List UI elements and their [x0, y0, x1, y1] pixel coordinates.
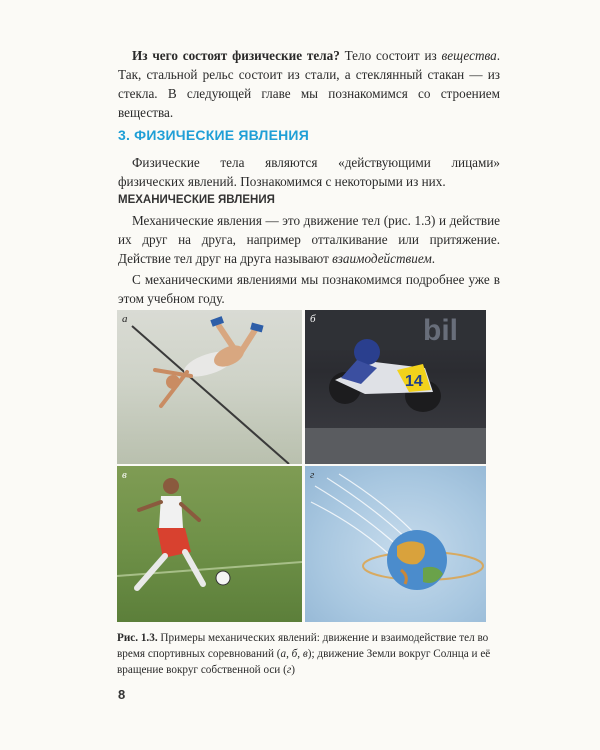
page-number: 8 — [118, 687, 126, 702]
year-paragraph — [118, 270, 500, 308]
mechanical-term-interaction: взаимодействием — [332, 251, 432, 266]
high-jump-illustration — [117, 310, 302, 464]
subsection-heading: МЕХАНИЧЕСКИЕ ЯВЛЕНИЯ — [118, 194, 275, 206]
motorcycle-illustration — [305, 310, 486, 464]
bodies-paragraph — [118, 153, 500, 191]
photo-motorcycle — [305, 310, 486, 464]
intro-term-substance: вещества — [441, 48, 497, 63]
photo-label-c: в — [122, 469, 127, 481]
photo-label-d: г — [310, 469, 315, 481]
earth-illustration — [305, 466, 486, 622]
photo-label-a: а — [122, 313, 128, 325]
photo-high-jump — [117, 310, 302, 464]
photo-label-b: б — [310, 313, 316, 325]
photo-earth — [305, 466, 486, 622]
svg-text:bil: bil — [423, 314, 458, 347]
caption-text-2: ); движение Земли вокруг Солнца и её вращение вокруг собственной оси ( — [117, 648, 491, 676]
intro-text-1: Тело состоит из — [339, 48, 442, 63]
year-text: С механическими явлениями мы познакомимся подробнее уже в этом учебном году. — [118, 272, 500, 306]
mechanical-paragraph — [118, 211, 500, 268]
caption-letters-abv: а, б, в — [280, 648, 308, 660]
photo-football — [117, 466, 302, 622]
caption-letter-g: г — [286, 664, 292, 676]
intro-question: Из чего состоят физические тела? — [132, 48, 340, 63]
caption-label: Рис. 1.3. — [117, 632, 158, 644]
bodies-text: Физические тела являются «действующими лицами» физических явлений. Познакомимся с некоторыми из них. — [118, 155, 500, 189]
caption-text-1: Примеры механических явлений: движение и взаимодействие тел во время спортивных соревнований ( — [117, 632, 489, 660]
figure-caption — [117, 630, 500, 678]
bike-number: 14 — [405, 373, 423, 390]
intro-text-2: . Так, стальной рельс состоит из стали, а стеклянный стакан — из стекла. В следующей главе мы познакомимся со строением вещества. — [118, 48, 500, 120]
mechanical-text-1: Механические явления — это движение тел (рис. 1.3) и действие их друг на друга, например отталкивание или притяжение. Действие тел друг на друга называют — [118, 213, 500, 266]
section-heading: 3. ФИЗИЧЕСКИЕ ЯВЛЕНИЯ — [118, 127, 309, 143]
intro-paragraph — [118, 46, 500, 122]
caption-text-3: ) — [291, 664, 295, 676]
football-illustration — [117, 466, 302, 622]
mechanical-text-2: . — [431, 251, 436, 266]
